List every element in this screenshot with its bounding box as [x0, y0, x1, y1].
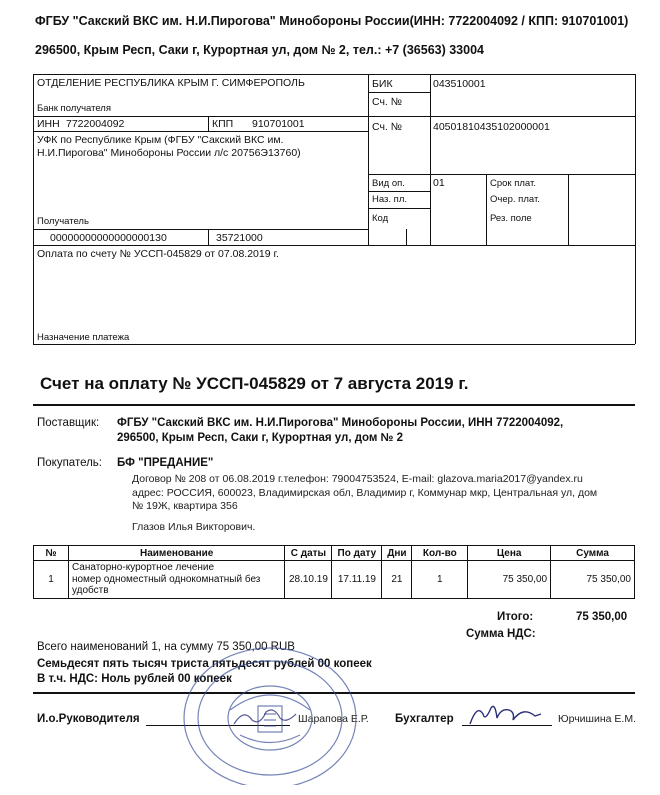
item-name	[68, 561, 285, 599]
items-table	[33, 545, 635, 599]
inn-value: 7722004092	[66, 118, 125, 130]
column-header: №	[34, 546, 69, 561]
inn-label: ИНН	[37, 118, 60, 130]
head-signature-icon	[230, 702, 300, 730]
invoice-title: Счет на оплату № УССП-045829 от 7 августа 2019 г.	[40, 374, 469, 393]
item-name-line3: удобств	[71, 585, 109, 596]
bik-value: 043510001	[433, 78, 486, 90]
row-number: 1	[34, 561, 69, 599]
ocher-label: Очер. плат.	[490, 194, 540, 205]
oktmo-code: 35721000	[216, 232, 263, 244]
buyer-contract-line: Договор № 208 от 06.08.2019 г.телефон: 79004753524, E-mail: glazova.maria2017@yandex.ru	[132, 473, 583, 485]
supplier-line1: ФГБУ "Сакский ВКС им. Н.И.Пирогова" Минобороны России, ИНН 7722004092,	[117, 417, 564, 429]
item-name-line2: номер одноместный однокомнатный без	[71, 573, 261, 585]
account-value: 40501810435102000001	[433, 121, 550, 133]
kbk-code: 00000000000000000130	[50, 232, 167, 244]
items-count-line: Всего наименований 1, на сумму 75 350,00 RUB	[37, 641, 295, 653]
item-name-line1: Санаторно-курортное лечение	[71, 562, 215, 573]
amount-in-words: Семьдесят пять тысяч триста пятьдесят рублей 00 копеек	[37, 658, 372, 670]
column-header: Цена	[468, 546, 551, 561]
column-header: С даты	[285, 546, 332, 561]
supplier-line2: 296500, Крым Респ, Саки г, Курортная ул, дом № 2	[117, 432, 404, 444]
accountant-name: Юрчишина Е.М.	[558, 713, 636, 725]
vat-in-words: В т.ч. НДС: Ноль рублей 00 копеек	[37, 673, 232, 685]
org-header: ФГБУ "Сакский ВКС им. Н.И.Пирогова" Минобороны России(ИНН: 7722004092 / КПП: 910701001)	[35, 14, 629, 28]
table-header-row	[34, 546, 635, 561]
purpose-label: Назначение платежа	[37, 332, 130, 343]
item-price: 75 350,00	[468, 561, 551, 599]
bank-name: ОТДЕЛЕНИЕ РЕСПУБЛИКА КРЫМ Г. СИМФЕРОПОЛЬ	[37, 77, 305, 89]
recipient-line2: Н.И.Пирогова" Минобороны России л/с 20756Э13760)	[37, 147, 301, 159]
kod-label: Код	[372, 213, 389, 224]
rez-label: Рез. поле	[490, 213, 532, 224]
title-underline	[33, 404, 635, 406]
item-date-from: 28.10.19	[285, 561, 332, 599]
item-days: 21	[382, 561, 412, 599]
head-label: И.о.Руководителя	[37, 713, 140, 725]
kpp-label: КПП	[212, 118, 234, 130]
payment-purpose: Оплата по счету № УССП-045829 от 07.08.2019 г.	[37, 248, 279, 260]
kpp-value: 910701001	[252, 118, 305, 130]
org-address: 296500, Крым Респ, Саки г, Курортная ул, дом № 2, тел.: +7 (36563) 33004	[35, 43, 484, 57]
item-sum: 75 350,00	[551, 561, 635, 599]
accountant-signature-icon	[465, 700, 545, 730]
column-header: По дату	[332, 546, 382, 561]
item-qty: 1	[412, 561, 468, 599]
recipient-label: Получатель	[37, 216, 89, 227]
table-row	[34, 561, 635, 599]
vid-op-value: 01	[433, 177, 445, 189]
naz-pl-label: Наз. пл.	[372, 194, 407, 205]
buyer-address-line2: № 19Ж, квартира 356	[132, 500, 238, 512]
supplier-label: Поставщик:	[37, 417, 100, 429]
recipient-line1: УФК по Республике Крым (ФГБУ "Сакский ВКС им.	[37, 134, 284, 146]
buyer-address-line1: адрес: РОССИЯ, 600023, Владимирская обл, Владимир г, Коммунар мкр, Центральная ул, дом	[132, 487, 598, 499]
item-date-to: 17.11.19	[332, 561, 382, 599]
vat-label: Сумма НДС:	[466, 628, 536, 640]
vid-op-label: Вид оп.	[372, 178, 405, 189]
corr-account-label: Сч. №	[372, 96, 403, 108]
srok-label: Срок плат.	[490, 178, 536, 189]
total-value: 75 350,00	[576, 611, 628, 623]
column-header: Сумма	[551, 546, 635, 561]
account-label: Сч. №	[372, 121, 403, 133]
buyer-person: Глазов Илья Викторович.	[132, 521, 256, 533]
column-header: Наименование	[68, 546, 285, 561]
accountant-label: Бухгалтер	[395, 713, 454, 725]
total-label: Итого:	[497, 611, 534, 623]
buyer-label: Покупатель:	[37, 457, 102, 469]
bank-label: Банк получателя	[37, 103, 111, 114]
column-header: Дни	[382, 546, 412, 561]
head-name: Шарапова Е.Р.	[298, 713, 369, 725]
column-header: Кол-во	[412, 546, 468, 561]
bik-label: БИК	[372, 78, 393, 90]
buyer-name: БФ "ПРЕДАНИЕ"	[117, 457, 214, 469]
